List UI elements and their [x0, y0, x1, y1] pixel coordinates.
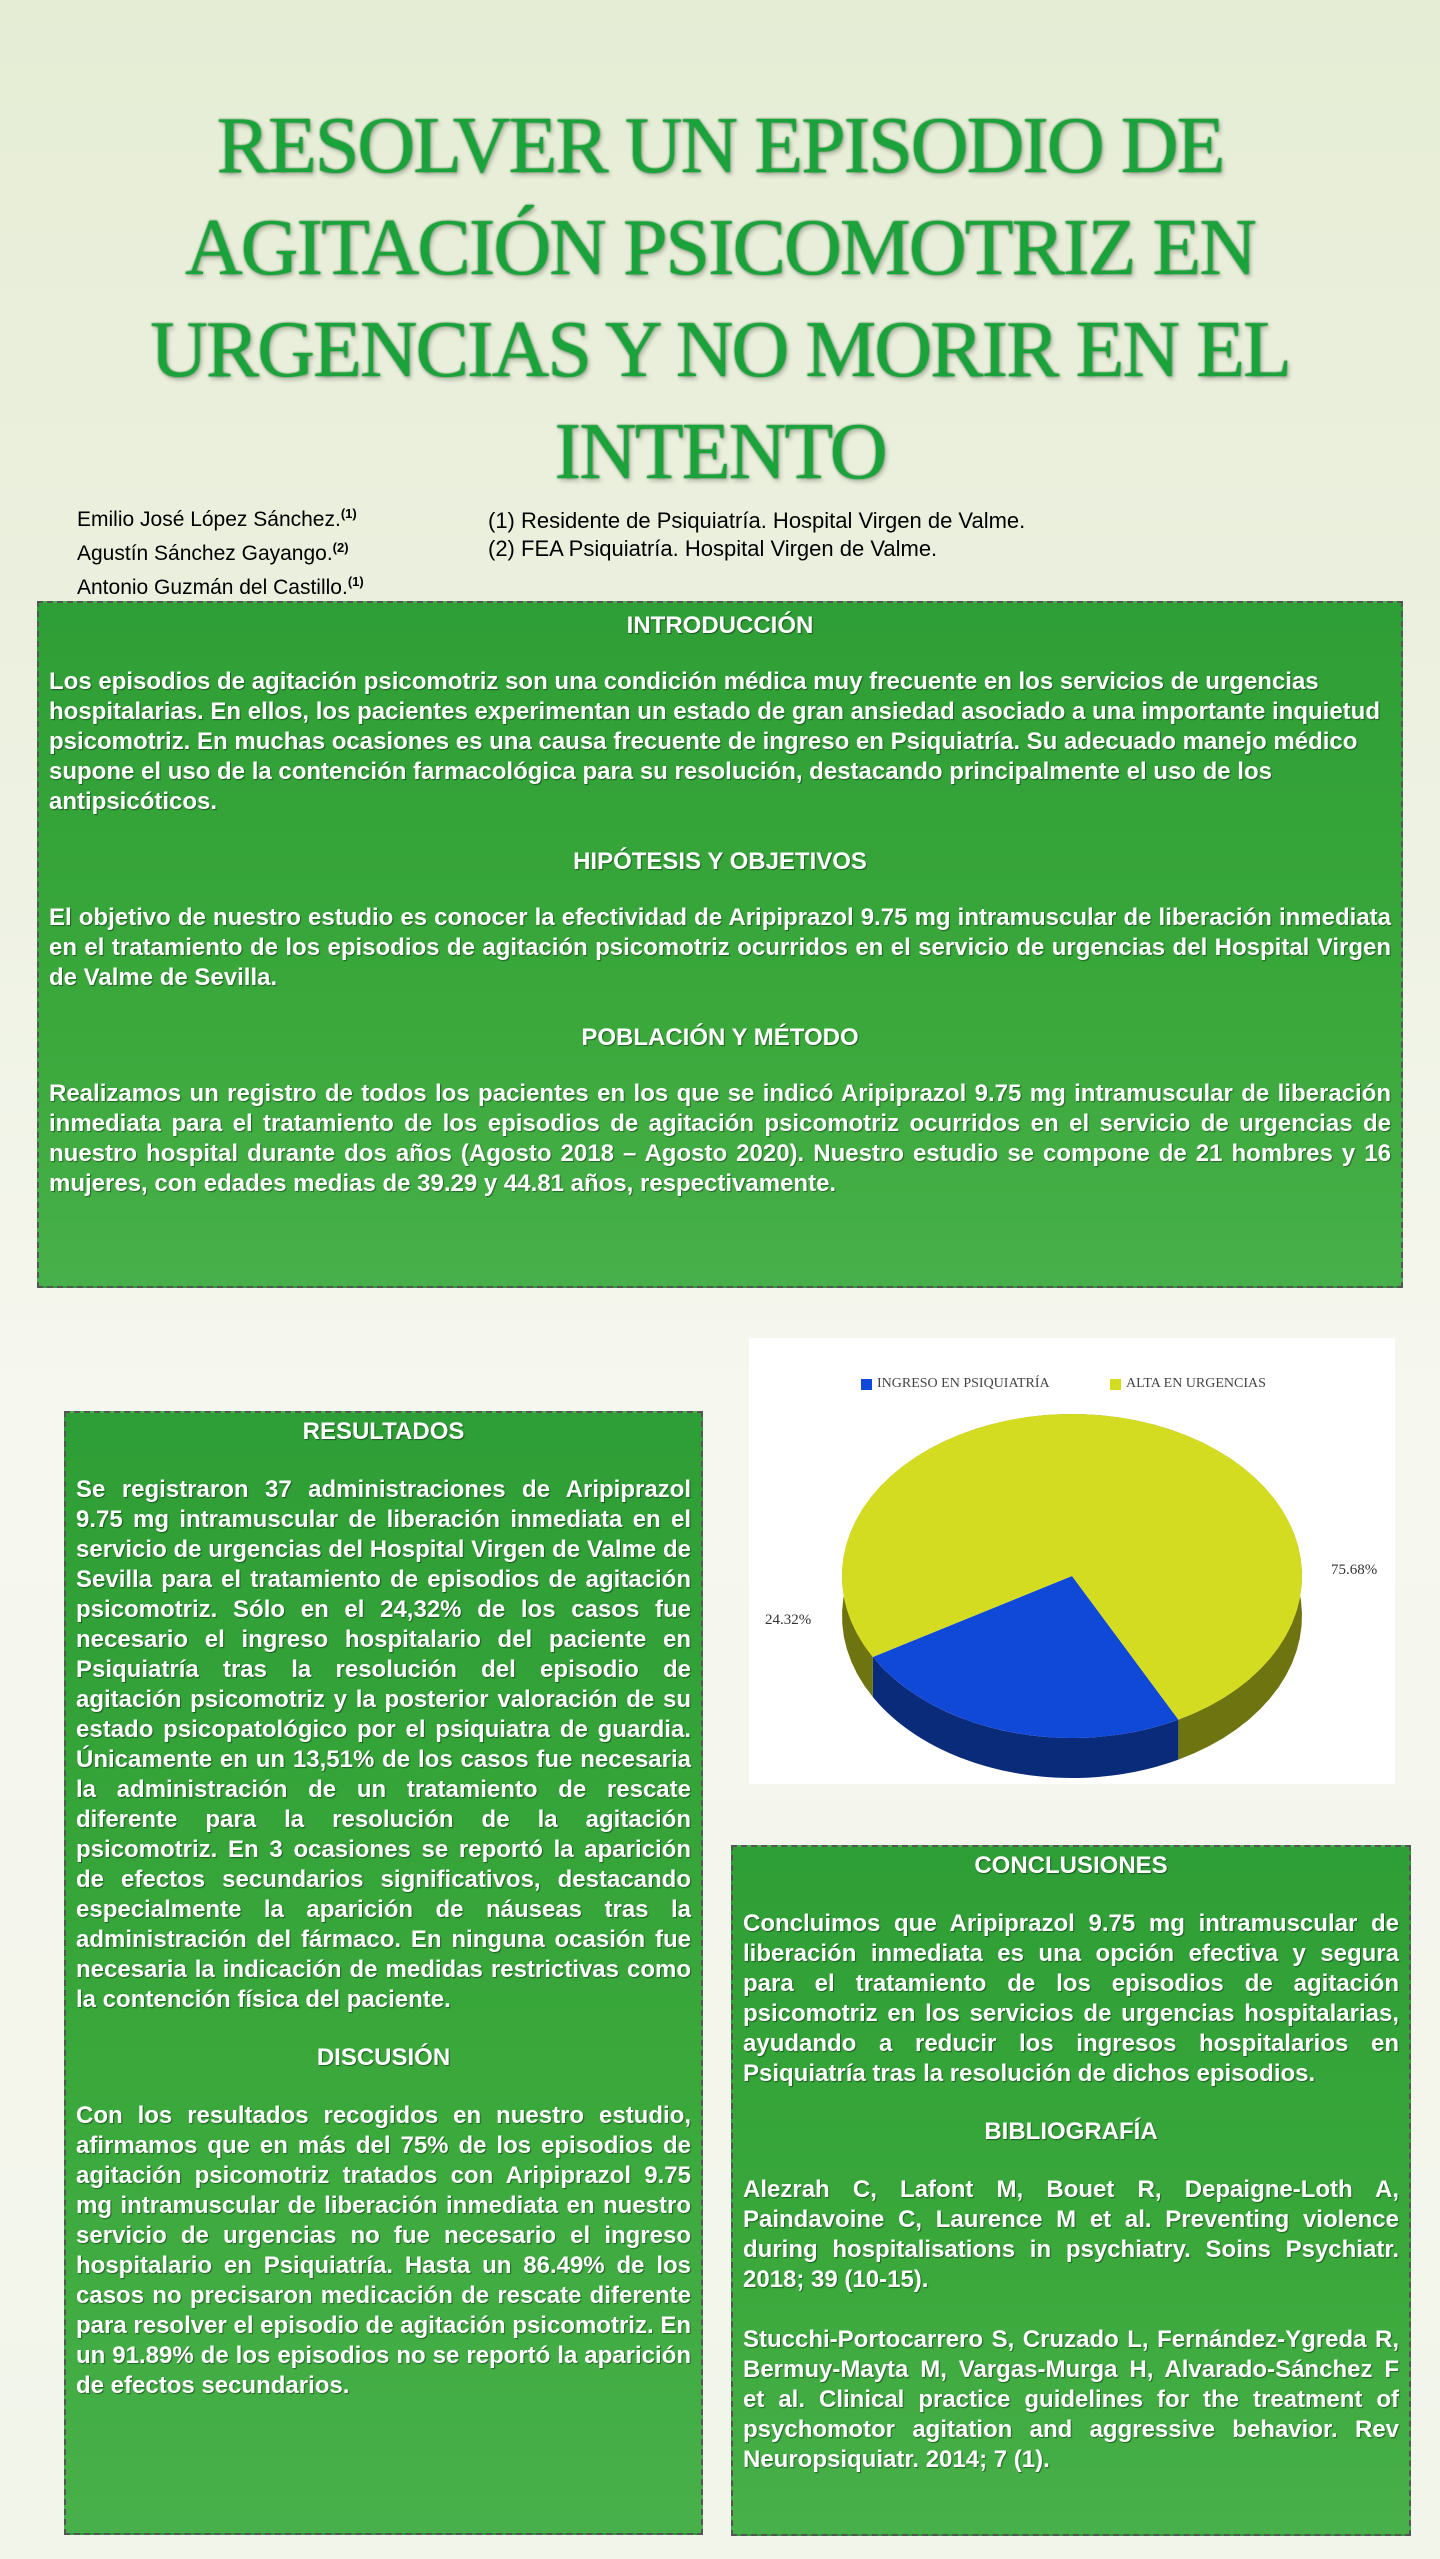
- author: Agustín Sánchez Gayango.$^{(2)}$: [77, 540, 349, 565]
- author: Emilio José López Sánchez.$^{(1)}$: [77, 506, 357, 531]
- data-label: 75.68%: [1331, 1562, 1378, 1578]
- bibliography-heading: BIBLIOGRAFÍA: [984, 2118, 1158, 2145]
- reference-item: Stucchi-Portocarrero S, Cruzado L, Fernández-Ygreda R, Bermuy-Mayta M, Vargas-Murga H, Alvarado-Sánchez F et al. Clinical practice guidelines for the treatment of psychomotor agitation and aggressive behavior. Rev Neuropsiquiatr. 2014; 7 (1).: [743, 2326, 1399, 2473]
- authors-list: [77, 500, 364, 602]
- conclusions-text: Concluimos que Aripiprazol 9.75 mg intramuscular de liberación inmediata es una opción efectiva y segura para el tratamiento de los episodios de agitación psicomotriz en los servicios de urgencias hospitalarias, ayudando a reducir los ingresos hospitalarios en Psiquiatría tras la resolución de dichos episodios.: [743, 1910, 1399, 2087]
- objectives-text: El objetivo de nuestro estudio es conocer la efectividad de Aripiprazol 9.75 mg intramuscular de liberación inmediata en el tratamiento de los episodios de agitación psicomotriz ocurridos en el servicio de urgencias del Hospital Virgen de Valme de Sevilla.: [49, 904, 1391, 991]
- affiliation: (2) FEA Psiquiatría. Hospital Virgen de Valme.: [488, 536, 938, 561]
- reference-item: Alezrah C, Lafont M, Bouet R, Depaigne-Loth A, Paindavoine C, Laurence M et al. Preventing violence during hospitalisations in psychiatry. Soins Psychiatr. 2018; 39 (10-15).: [743, 2176, 1399, 2293]
- data-label: 24.32%: [765, 1612, 812, 1628]
- results-text: Se registraron 37 administraciones de Aripiprazol 9.75 mg intramuscular de liberación inmediata en el servicio de urgencias del Hospital Virgen de Valme de Sevilla para el tratamiento de episodios de agitación psicomotriz. Sólo en el 24,32% de los casos fue necesario el ingreso hospitalario del paciente en Psiquiatría tras la resolución del episodio de agitación psicomotriz y la posterior valoración de su estado psicopatológico por el psiquiatra de guardia. Únicamente en un 13,51% de los casos fue necesaria la administración de un tratamiento de rescate diferente para la resolución de la agitación psicomotriz. En 3 ocasiones se reportó la aparición de efectos secundarios significativos, destacando especialmente la aparición de náuseas tras la administración del fármaco. En ninguna ocasión fue necesaria la indicación de medidas restrictivas como la contención física del paciente.: [76, 1476, 691, 2013]
- author: Antonio Guzmán del Castillo.$^{(1)}$: [77, 574, 364, 599]
- method-text: Realizamos un registro de todos los pacientes en los que se indicó Aripiprazol 9.75 mg intramuscular de liberación inmediata para el tratamiento de los episodios de agitación psicomotriz ocurridos en el servicio de urgencias de nuestro hospital durante dos años (Agosto 2018 – Agosto 2020). Nuestro estudio se compone de 21 hombres y 16 mujeres, con edades medias de 39.29 y 44.81 años, respectivamente.: [49, 1080, 1391, 1197]
- poster-title: RESOLVER UN EPISODIO DE AGITACIÓN PSICOMOTRIZ EN URGENCIAS Y NO MORIR EN EL INTENTO: [150, 102, 1290, 496]
- legend-label: ALTA EN URGENCIAS: [1126, 1376, 1266, 1391]
- objectives-heading: HIPÓTESIS Y OBJETIVOS: [573, 848, 867, 875]
- conclusions-section: [731, 1845, 1411, 2536]
- conclusions-heading: CONCLUSIONES: [974, 1852, 1168, 1879]
- discussion-text: Con los resultados recogidos en nuestro estudio, afirmamos que en más del 75% de los episodios de agitación psicomotriz tratados con Aripiprazol 9.75 mg intramuscular de liberación inmediata en nuestro servicio de urgencias no fue necesario el ingreso hospitalario en Psiquiatría. Hasta un 86.49% de los casos no precisaron medicación de rescate diferente para resolver el episodio de agitación psicomotriz. En un 91.89% de los episodios no se reportó la aparición de efectos secundarios.: [76, 2102, 691, 2399]
- results-heading: RESULTADOS: [302, 1418, 465, 1445]
- affiliations: [488, 507, 1025, 563]
- intro-section: [37, 601, 1403, 1288]
- pie-chart: [749, 1338, 1395, 1784]
- results-section: [64, 1411, 703, 2535]
- discussion-heading: DISCUSIÓN: [316, 2044, 451, 2071]
- intro-text: Los episodios de agitación psicomotriz son una condición médica muy frecuente en los servicios de urgencias hospitalarias. En ellos, los pacientes experimentan un estado de gran ansiedad asociado a una importante inquietud psicomotriz. En muchas ocasiones es una causa frecuente de ingreso en Psiquiatría. Su adecuado manejo médico supone el uso de la contención farmacológica para su resolución, destacando principalmente el uso de los antipsicóticos.: [49, 668, 1380, 815]
- legend-label: INGRESO EN PSIQUIATRÍA: [877, 1376, 1050, 1391]
- affiliation: (1) Residente de Psiquiatría. Hospital Virgen de Valme.: [488, 508, 1026, 533]
- pie-chart-panel: [749, 1338, 1395, 1784]
- method-heading: POBLACIÓN Y MÉTODO: [581, 1024, 859, 1051]
- intro-heading: INTRODUCCIÓN: [626, 612, 814, 639]
